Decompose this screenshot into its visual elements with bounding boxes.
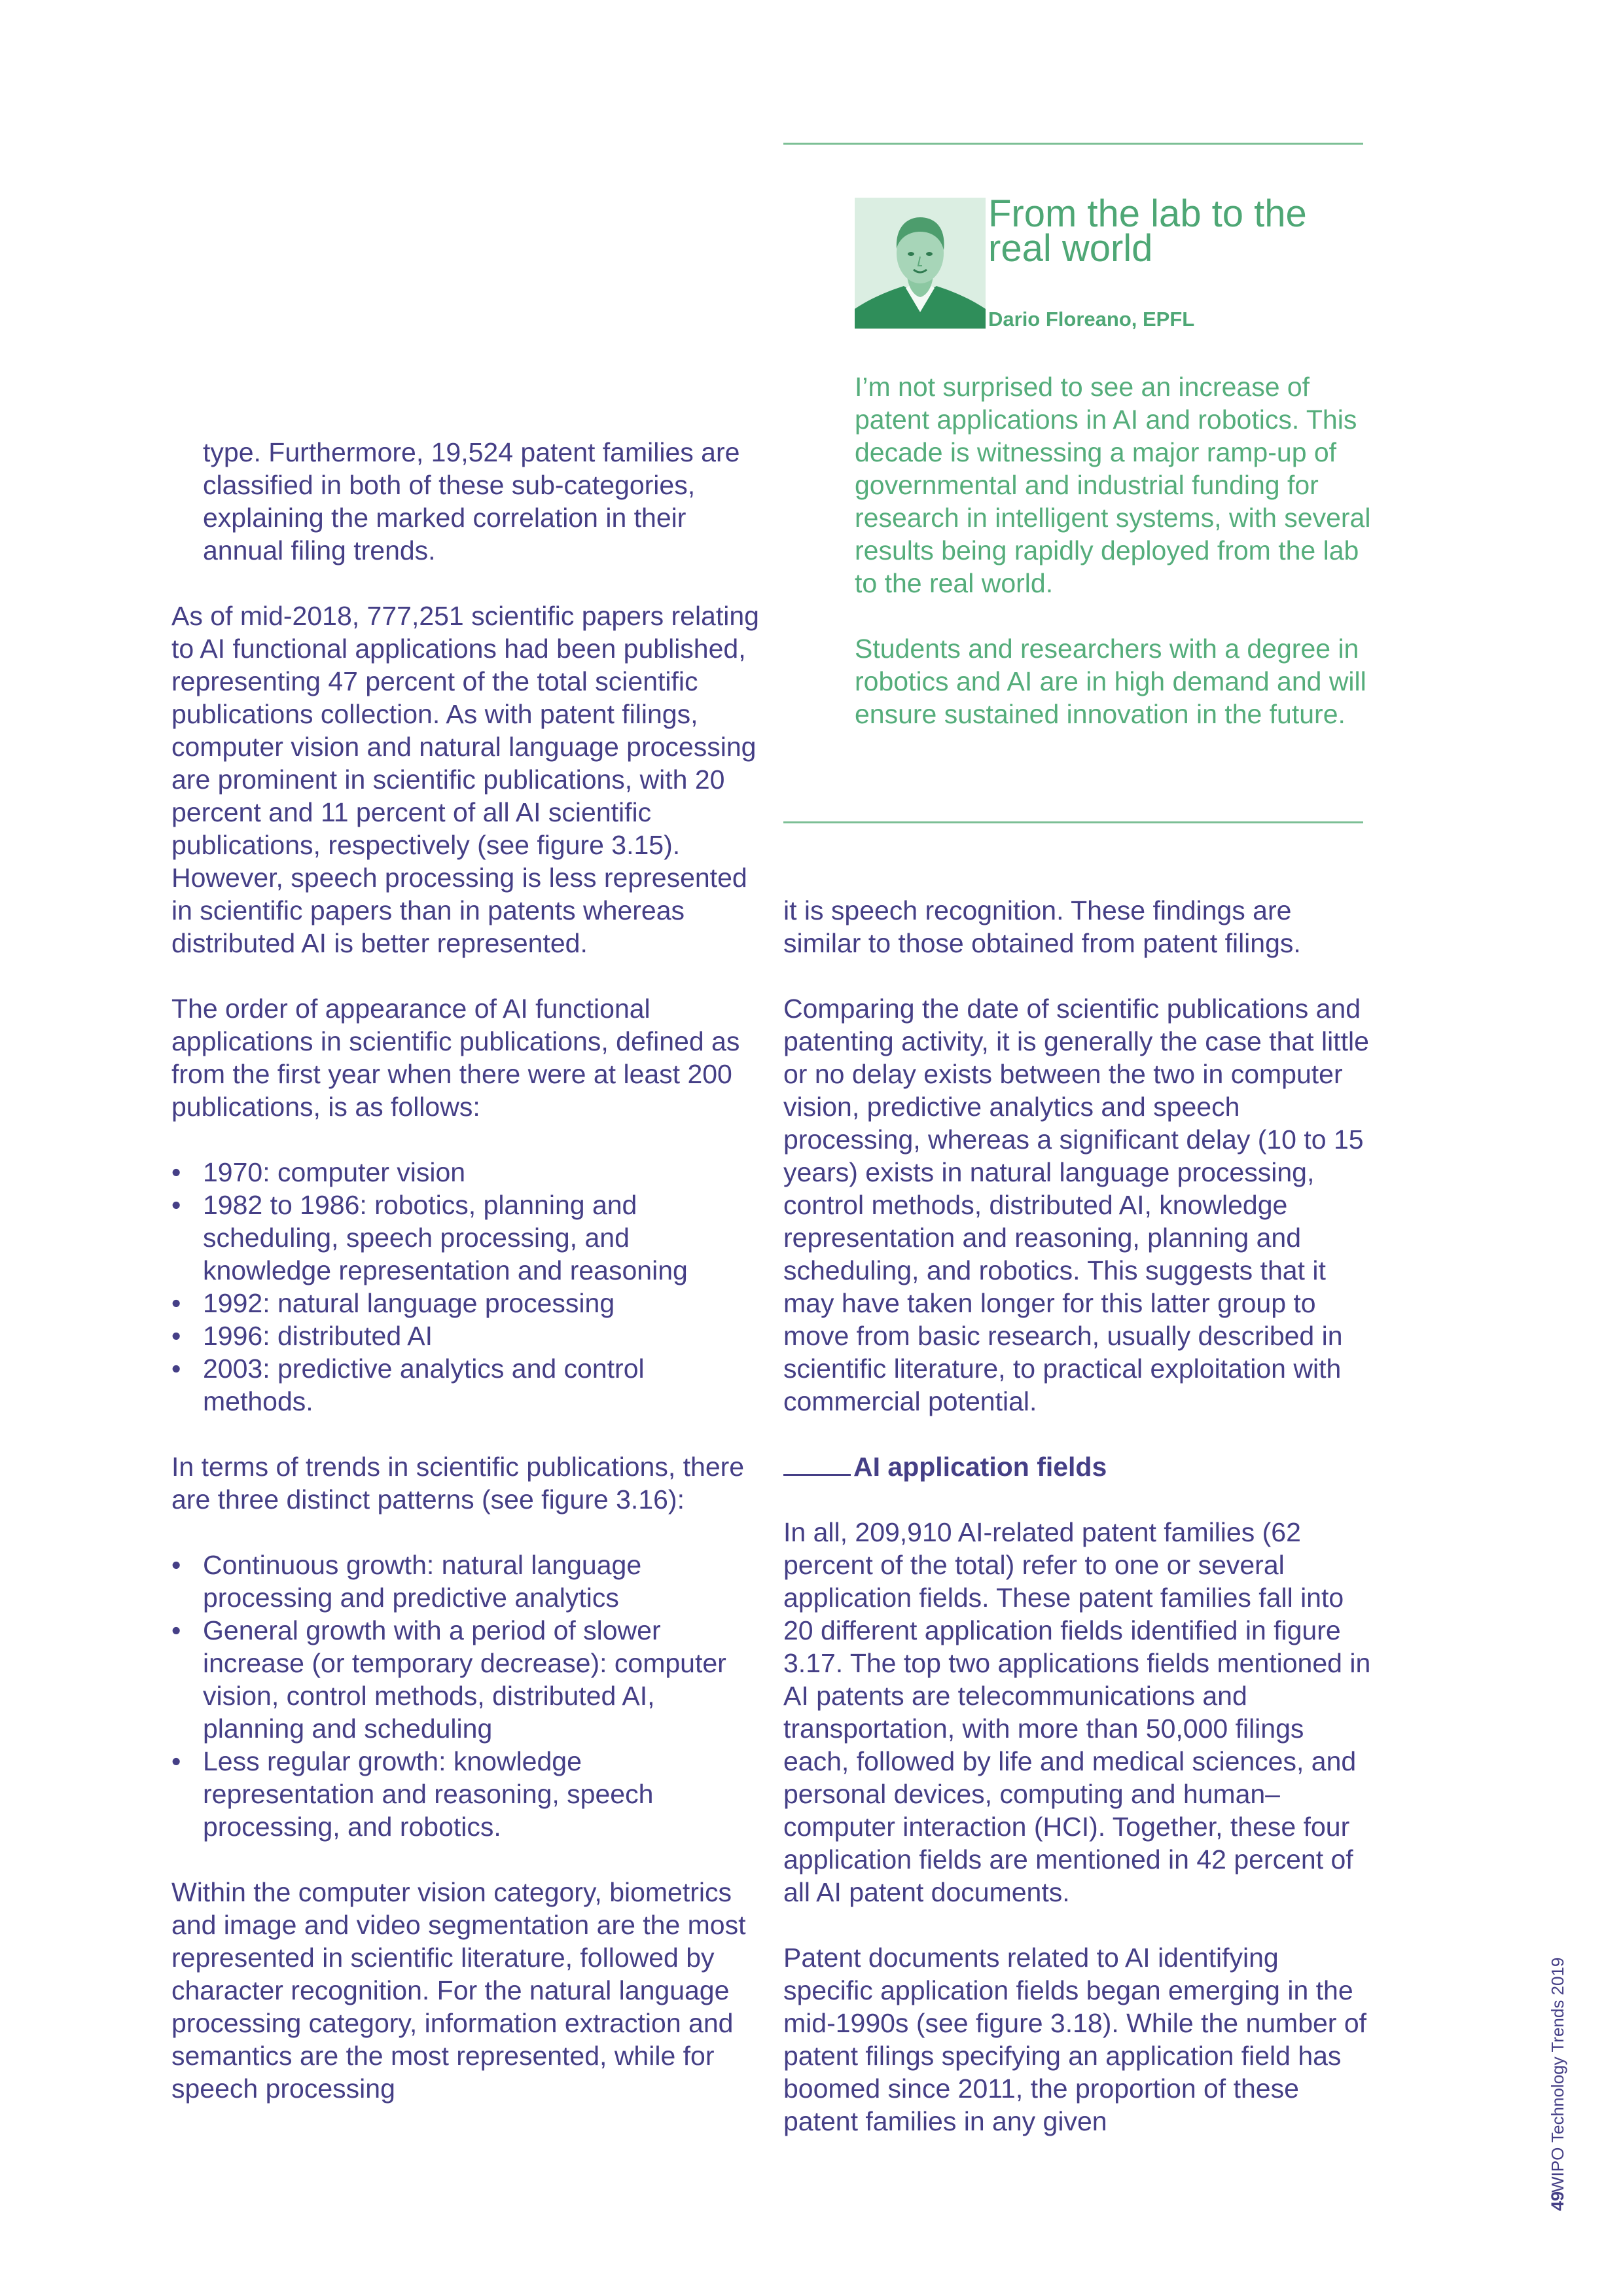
heading-rule (783, 1474, 851, 1476)
trends-list (171, 1549, 760, 1843)
body-paragraph: As of mid-2018, 777,251 scientific papers relating to AI functional applications had been published, representing 47 percent of the total scientific publications collection. As with patent filings, computer vision and natural language processing are prominent in scientific publications, with 20 percent and 11 percent of all AI scientific publications, respectively (see figure 3.15). However, speech processing is less represented in scientific papers than in patents whereas distributed AI is better represented. (171, 601, 759, 958)
body-paragraph: In all, 209,910 AI-related patent families (62 percent of the total) refer to one or several application fields. These patent families fall into 20 different application fields identified in figure 3.17. The top two applications fields mentioned in AI patents are telecommunications and transportation, with more than 50,000 filings each, followed by life and medical sciences, and personal devices, computing and human–computer interaction (HCI). Together, these four application fields are mentioned in 42 percent of all AI patent documents. (783, 1517, 1371, 1907)
sidebar-quote (855, 370, 1372, 730)
sidebar-title (988, 192, 1342, 270)
list-item: • 1970: computer vision (171, 1156, 760, 1189)
author-photo (855, 198, 986, 329)
left-column (171, 436, 760, 2105)
body-paragraph: In terms of trends in scientific publications, there are three distinct patterns (see figure 3.16): (171, 1452, 745, 1515)
list-item: • 2003: predictive analytics and control methods. (171, 1352, 760, 1418)
list-item: • General growth with a period of slower increase (or temporary decrease): computer vision, control methods, distributed AI, planning and scheduling (171, 1614, 760, 1745)
quote-paragraph: I’m not surprised to see an increase of patent applications in AI and robotics. This decade is witnessing a major ramp-up of governmental and industrial funding for research in intelligent systems, with several results being rapidly deployed from the lab to the real world. (855, 372, 1371, 598)
sidebar-top-rule (783, 143, 1363, 145)
continuation-paragraph: type. Furthermore, 19,524 patent families are classified in both of these sub-categories, explaining the marked correlation in their annual filing trends. (203, 437, 740, 565)
list-item: • 1992: natural language processing (171, 1287, 760, 1319)
body-paragraph: Comparing the date of scientific publications and patenting activity, it is generally the case that little or no delay exists between the two in computer vision, predictive analytics and speech processing, whereas a significant delay (10 to 15 years) exists in natural language processing, control methods, distributed AI, knowledge representation and reasoning, planning and scheduling, and robotics. This suggests that it may have taken longer for this latter group to move from basic research, usually described in scientific literature, to practical exploitation with commercial potential. (783, 994, 1369, 1416)
author-photo-illustration (855, 198, 986, 329)
page-number: 49 (1548, 2191, 1567, 2211)
appearance-list (171, 1156, 760, 1418)
sidebar-title-text: From the lab to the real world (988, 192, 1307, 270)
list-item: • 1996: distributed AI (171, 1319, 760, 1352)
body-paragraph: Within the computer vision category, biometrics and image and video segmentation are the most represented in scientific literature, followed by character recognition. For the natural language processing category, information extraction and semantics are the most represented, while for speech processing (171, 1877, 746, 2104)
publication-label: WIPO Technology Trends 2019 (1548, 1957, 1567, 2193)
continuation-paragraph: it is speech recognition. These findings are similar to those obtained from patent filings. (783, 895, 1301, 958)
body-paragraph: The order of appearance of AI functional applications in scientific publications, defined as from the first year when there were at least 200 publications, is as follows: (171, 994, 740, 1122)
list-item: • Less regular growth: knowledge representation and reasoning, speech processing, and robotics. (171, 1745, 760, 1843)
sidebar-author: Dario Floreano, EPFL (988, 308, 1195, 331)
quote-paragraph: Students and researchers with a degree in robotics and AI are in high demand and will ensure sustained innovation in the future. (855, 634, 1366, 729)
list-item: • 1982 to 1986: robotics, planning and scheduling, speech processing, and knowledge representation and reasoning (171, 1189, 760, 1287)
section-heading (783, 1450, 1372, 1483)
body-paragraph: Patent documents related to AI identifying specific application fields began emerging in the mid-1990s (see figure 3.18). While the number of patent filings specifying an application field has boomed since 2011, the proportion of these patent families in any given (783, 1943, 1367, 2136)
sidebar-bottom-rule (783, 821, 1363, 823)
list-item: • Continuous growth: natural language processing and predictive analytics (171, 1549, 760, 1614)
section-heading-text: AI application fields (853, 1452, 1107, 1482)
right-column (783, 894, 1372, 2138)
